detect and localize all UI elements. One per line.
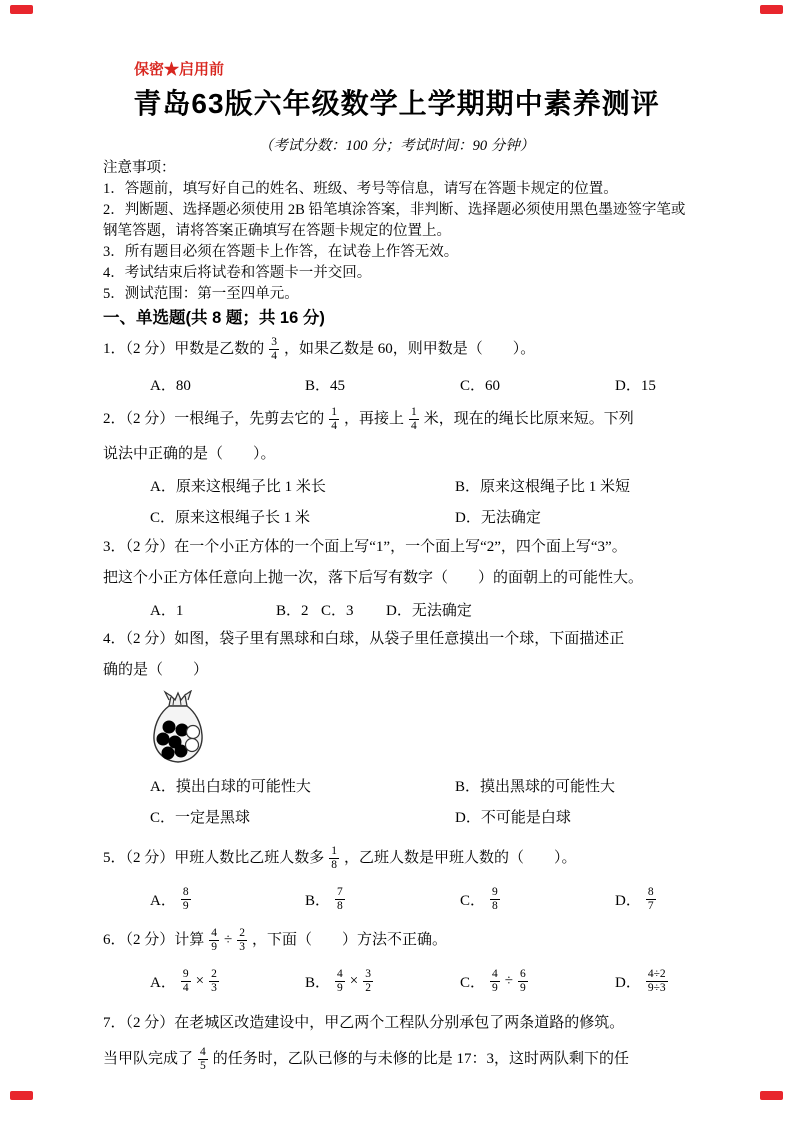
- question-5-text-post: ，乙班人数是甲班人数的（ ）。: [344, 849, 577, 866]
- fraction-4-9: $\frac{4}{9}$: [337, 967, 343, 994]
- question-2: [103, 399, 695, 532]
- fraction-2-3: $\frac{2}{3}$: [211, 967, 217, 994]
- paper-body: [103, 158, 695, 1079]
- division-operator: ÷: [224, 931, 233, 948]
- fraction-9-8: $\frac{9}{8}$: [492, 885, 498, 912]
- question-2-text-line2: 说法中正确的是（ ）。: [103, 446, 276, 462]
- question-7-text-line1: 7．（2 分）在老城区改造建设中，甲乙两个工程队分别承包了两条道路的修筑。: [103, 1015, 625, 1031]
- notice-item-5: 5．测试范围：第一至四单元。: [103, 286, 299, 302]
- fraction-3-4: $\frac{3}{4}$: [271, 335, 278, 362]
- security-label: 保密★启用前: [134, 61, 225, 78]
- question-4-options-row1: [103, 770, 695, 801]
- fraction-1-4: $\frac{1}{4}$: [331, 405, 338, 432]
- question-1-text-pre: 1．（2 分）甲数是乙数的: [103, 340, 265, 357]
- question-4-text-line2: 确的是（ ）: [103, 662, 209, 678]
- fraction-8-7: $\frac{8}{7}$: [647, 885, 654, 912]
- question-6-text: [103, 920, 695, 960]
- question-3-options: [103, 594, 695, 624]
- fraction-4-9: $\frac{4}{9}$: [492, 967, 498, 994]
- complex-fraction-4div2-over-9div3: $\frac{4\div 2}{9\div 3}$: [647, 967, 666, 994]
- option-b: B．45: [305, 377, 346, 394]
- option-d: D．不可能是白球: [455, 810, 571, 826]
- fraction-2-3: $\frac{2}{3}$: [239, 926, 245, 953]
- option-c: C．一定是黑球: [150, 810, 251, 826]
- option-letter: A．: [150, 974, 176, 991]
- option-c: [460, 886, 615, 913]
- question-2-text-mid: ，再接上: [344, 410, 405, 427]
- option-d: D．无法确定: [455, 510, 541, 526]
- option-letter: C．: [460, 892, 486, 909]
- question-1-options: [103, 369, 695, 399]
- option-a: A．摸出白球的可能性大: [150, 779, 311, 795]
- notice-item-4: 4．考试结束后将试卷和答题卡一并交回。: [103, 265, 372, 281]
- question-2-text-pre: 2．（2 分）一根绳子，先剪去它的: [103, 410, 325, 427]
- option-b: B．摸出黑球的可能性大: [455, 779, 616, 795]
- question-6-text-pre: 6．（2 分）计算: [103, 931, 205, 948]
- option-b: [305, 886, 460, 913]
- question-2-text-line1: [103, 399, 695, 439]
- question-1-text-post: ，如果乙数是 60，则甲数是（ ）。: [284, 340, 536, 357]
- notice-heading: 注意事项：: [103, 160, 176, 176]
- fraction-1-4: $\frac{1}{4}$: [411, 405, 417, 432]
- notice-item-2: 2．判断题、选择题必须使用 2B 铅笔填涂答案，非判断、选择题必须使用黑色墨迹签字笔或钢笔答题，请将答案正确填写在答题卡规定的位置上。: [103, 202, 686, 239]
- question-2-options-row2: [103, 501, 695, 532]
- option-letter: B．: [305, 892, 331, 909]
- question-4-text-line1: 4．（2 分）如图，袋子里有黑球和白球，从袋子里任意摸出一个球，下面描述正: [103, 631, 625, 647]
- option-b: B．2: [276, 602, 309, 619]
- fraction-4-5: $\frac{4}{5}$: [200, 1045, 206, 1072]
- question-2-text-post: 米，现在的绳长比原来短。下列: [423, 410, 634, 427]
- option-a: A．1: [150, 602, 184, 619]
- option-letter: B．: [305, 974, 331, 991]
- section-heading-multiple-choice: 一、单选题(共 8 题；共 16 分): [103, 309, 325, 327]
- corner-mark-bottom-left: [10, 1091, 33, 1100]
- option-a: A．80: [150, 377, 191, 394]
- option-letter: C．: [460, 974, 486, 991]
- option-letter: D．: [615, 892, 641, 909]
- fraction-3-2: $\frac{3}{2}$: [365, 967, 371, 994]
- question-6-options: [103, 960, 695, 1002]
- question-5-text: [103, 838, 695, 878]
- question-3-text-line1: 3．（2 分）在一个小正方体的一个面上写“1”，一个面上写“2”，四个面上写“3”。: [103, 539, 627, 555]
- option-letter: A．: [150, 892, 176, 909]
- notice-section: [103, 158, 695, 305]
- question-4-options-row2: [103, 801, 695, 832]
- question-6-text-post: ，下面（ ）方法不正确。: [252, 931, 448, 948]
- option-letter: D．: [615, 974, 641, 991]
- question-5-text-pre: 5．（2 分）甲班人数比乙班人数多: [103, 849, 325, 866]
- option-a: A．原来这根绳子比 1 米长: [150, 479, 326, 495]
- option-c: C．3: [321, 602, 354, 619]
- fraction-9-4: $\frac{9}{4}$: [182, 967, 189, 994]
- question-6: [103, 920, 695, 1002]
- multiply-operator: ×: [349, 972, 359, 989]
- question-5-options: [103, 878, 695, 920]
- fraction-7-8: $\frac{7}{8}$: [337, 885, 343, 912]
- option-b: B．原来这根绳子比 1 米短: [455, 479, 631, 495]
- notice-item-1: 1．答题前，填写好自己的姓名、班级、考号等信息，请写在答题卡规定的位置。: [103, 181, 618, 197]
- corner-mark-top-right: [760, 5, 783, 14]
- fraction-6-9: $\frac{6}{9}$: [520, 967, 526, 994]
- corner-mark-top-left: [10, 5, 33, 14]
- question-5: [103, 838, 695, 920]
- bag-of-balls-image: [147, 690, 209, 766]
- fraction-1-8: $\frac{1}{8}$: [331, 844, 338, 871]
- question-7-text-line2: [103, 1039, 695, 1079]
- multiply-operator: ×: [195, 972, 205, 989]
- fraction-4-9: $\frac{4}{9}$: [211, 926, 218, 953]
- page-title: 青岛63版六年级数学上学期期中素养测评: [133, 88, 660, 119]
- question-7-text-post: 的任务时，乙队已修的与未修的比是 17：3，这时两队剩下的任: [212, 1050, 630, 1067]
- exam-subtitle: （考试分数：100 分；考试时间：90 分钟）: [258, 138, 535, 154]
- question-2-options-row1: [103, 470, 695, 501]
- corner-mark-bottom-right: [760, 1091, 783, 1100]
- option-d: [615, 886, 661, 913]
- bag-icon: [147, 690, 209, 766]
- option-a: [150, 968, 305, 995]
- option-a: [150, 886, 305, 913]
- option-c: [460, 968, 615, 995]
- option-c: C．60: [460, 377, 501, 394]
- question-1: [103, 329, 695, 399]
- question-7: [103, 1008, 695, 1079]
- option-c: C．原来这根绳子长 1 米: [150, 510, 311, 526]
- option-d: D．无法确定: [386, 602, 472, 619]
- question-3-text-line2: 把这个小正方体任意向上抛一次，落下后写有数字（ ）的面朝上的可能性大。: [103, 570, 644, 586]
- division-operator: ÷: [504, 972, 513, 989]
- option-d: [615, 968, 673, 995]
- question-7-text-pre: 当甲队完成了: [103, 1050, 194, 1067]
- notice-item-3: 3．所有题目必须在答题卡上作答，在试卷上作答无效。: [103, 244, 459, 260]
- option-d: D．15: [615, 377, 656, 394]
- question-1-text: [103, 329, 695, 369]
- fraction-8-9: $\frac{8}{9}$: [182, 885, 189, 912]
- option-b: [305, 968, 460, 995]
- question-4: [103, 624, 695, 832]
- question-3: [103, 532, 695, 624]
